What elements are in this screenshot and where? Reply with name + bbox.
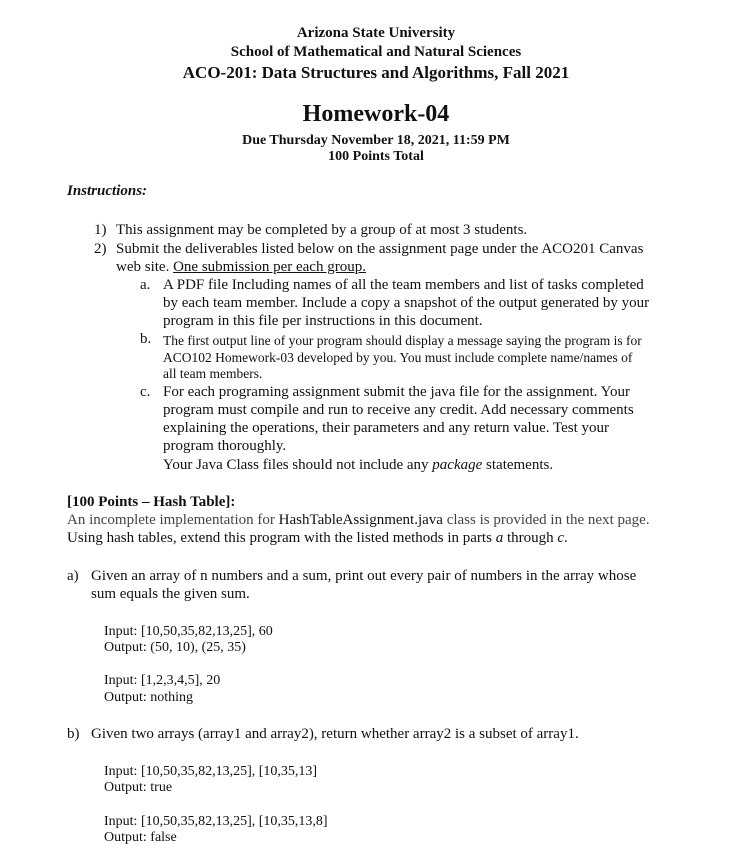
part-b-example-2-output: Output: false xyxy=(104,830,177,845)
item-1-text: This assignment may be completed by a group of at most 3 students. xyxy=(116,222,528,238)
item-c-line-4: program thoroughly. xyxy=(163,438,287,454)
part-b-line-1: Given two arrays (array1 and array2), return whether array2 is a subset of array1. xyxy=(91,726,579,742)
item-2-line-1: Submit the deliverables listed below on the assignment page under the ACO201 Canvas xyxy=(116,241,644,257)
item-c-line-2: program must compile and run to receive any credit. Add necessary comments xyxy=(163,402,634,418)
item-b-line-3: all team members. xyxy=(163,366,263,381)
section-line-1: An incomplete implementation for HashTableAssignment.java class is provided in the next page. xyxy=(67,512,650,528)
total-points: 100 Points Total xyxy=(328,149,424,164)
item-a-line-2: by each team member. Include a copy a snapshot of the output generated by your xyxy=(163,295,650,311)
part-a-line-1: Given an array of n numbers and a sum, print out every pair of numbers in the array whose xyxy=(91,568,637,584)
item-2-line-2: web site. One submission per each group. xyxy=(116,259,366,275)
due-date: Due Thursday November 18, 2021, 11:59 PM xyxy=(242,133,510,148)
course-title: ACO-201: Data Structures and Algorithms, Fall 2021 xyxy=(182,63,570,82)
item-a-line-1: A PDF file Including names of all the team members and list of tasks completed xyxy=(163,277,644,293)
page-title: Homework-04 xyxy=(302,101,450,127)
school-name: School of Mathematical and Natural Sciences xyxy=(230,44,522,60)
class-name: HashTableAssignment.java xyxy=(278,512,443,528)
item-b-label: b. xyxy=(140,331,152,347)
part-a-example-1-output: Output: (50, 10), (25, 35) xyxy=(104,640,246,655)
item-2-number: 2) xyxy=(94,241,107,257)
item-c-line-3: explaining the operations, their parameters and any return value. Test your xyxy=(163,420,610,436)
item-c-line-1: For each programing assignment submit the java file for the assignment. Your xyxy=(163,384,630,400)
item-b-line-1: The first output line of your program should display a message saying the program is for xyxy=(163,333,642,348)
section-heading: [100 Points – Hash Table]: xyxy=(67,494,236,510)
instructions-heading: Instructions: xyxy=(67,183,148,199)
part-b-label: b) xyxy=(67,726,80,742)
part-a-line-2: sum equals the given sum. xyxy=(91,586,250,602)
part-b-example-1-input: Input: [10,50,35,82,13,25], [10,35,13] xyxy=(104,764,318,779)
part-b-example-2-input: Input: [10,50,35,82,13,25], [10,35,13,8] xyxy=(104,814,328,829)
item-c-label: c. xyxy=(140,384,151,400)
part-b-example-1-output: Output: true xyxy=(104,780,173,795)
item-a-line-3: program in this file per instructions in this document. xyxy=(163,313,483,329)
section-line-2: Using hash tables, extend this program with the listed methods in parts a through c. xyxy=(67,530,568,546)
part-a-label: a) xyxy=(67,568,79,584)
item-c-package-note: Your Java Class files should not include any package statements. xyxy=(163,457,554,473)
one-submission-note: One submission per each group. xyxy=(173,259,366,275)
part-a-example-1-input: Input: [10,50,35,82,13,25], 60 xyxy=(104,624,273,639)
item-1-number: 1) xyxy=(94,222,107,238)
item-b-line-2: ACO102 Homework-03 developed by you. You must include complete name/names of xyxy=(163,350,633,365)
university-name: Arizona State University xyxy=(296,25,456,41)
item-a-label: a. xyxy=(140,277,151,293)
part-a-example-2-output: Output: nothing xyxy=(104,690,194,705)
part-a-example-2-input: Input: [1,2,3,4,5], 20 xyxy=(104,673,221,688)
